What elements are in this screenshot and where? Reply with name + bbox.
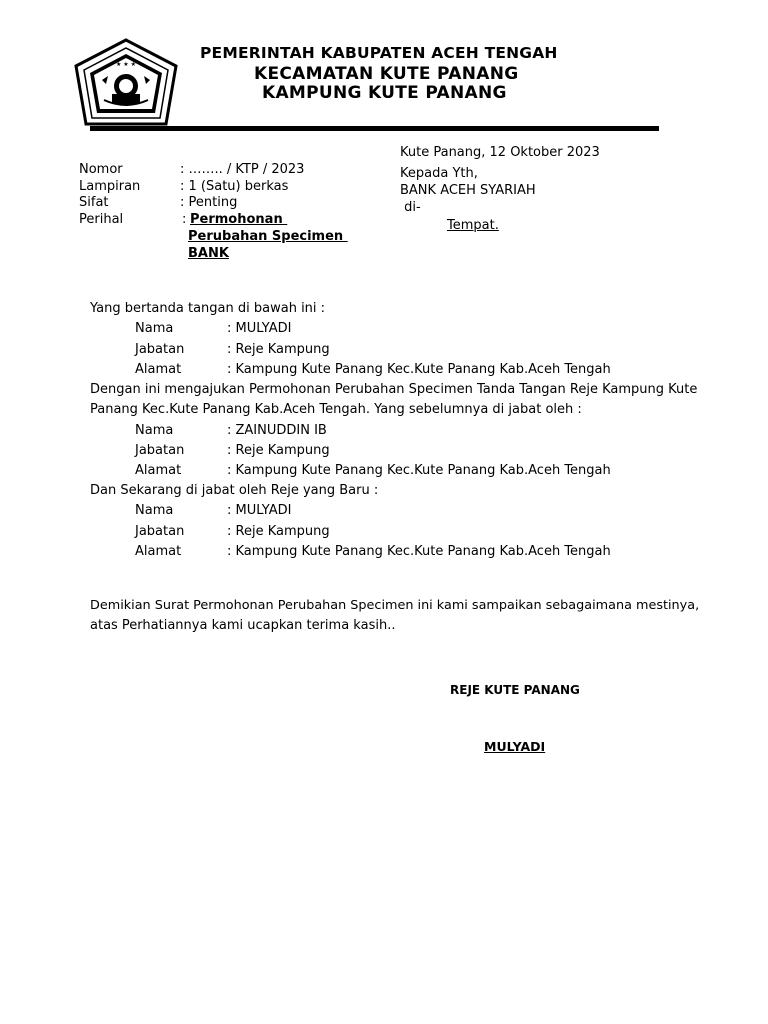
meta-perihal-line3: BANK (188, 246, 229, 261)
recipient-place: Tempat. (447, 218, 499, 233)
place-date: Kute Panang, 12 Oktober 2023 (400, 145, 600, 160)
previous-jabatan-value: : Reje Kampung (227, 443, 330, 458)
signer-alamat-label: Alamat (135, 362, 182, 377)
meta-perihal-line2: Perubahan Specimen (188, 229, 348, 244)
meta-lampiran-label: Lampiran (79, 179, 141, 194)
letterhead-line2: KECAMATAN KUTE PANANG (254, 64, 519, 84)
signature-title: REJE KUTE PANANG (450, 683, 580, 697)
meta-sifat-value: : Penting (180, 195, 238, 210)
letterhead-line3: KAMPUNG KUTE PANANG (262, 83, 507, 103)
current-nama-value: : MULYADI (227, 503, 292, 518)
current-nama-label: Nama (135, 503, 174, 518)
current-jabatan-value: : Reje Kampung (227, 524, 330, 539)
current-jabatan-label: Jabatan (135, 524, 185, 539)
signer-nama-label: Nama (135, 321, 174, 336)
meta-lampiran-value: : 1 (Satu) berkas (180, 179, 289, 194)
recipient-name: BANK ACEH SYARIAH (400, 183, 536, 198)
signature-name: MULYADI (484, 739, 546, 754)
recipient-greeting: Kepada Yth, (400, 166, 478, 181)
svg-text:★ ★ ★: ★ ★ ★ (116, 61, 136, 68)
current-alamat-label: Alamat (135, 544, 182, 559)
letterhead-line1: PEMERINTAH KABUPATEN ACEH TENGAH (200, 44, 558, 62)
previous-alamat-value: : Kampung Kute Panang Kec.Kute Panang Kab.Aceh Tengah (227, 463, 611, 478)
body-para2: Dan Sekarang di jabat oleh Reje yang Baru : (90, 483, 379, 498)
previous-nama-label: Nama (135, 423, 174, 438)
meta-perihal-colon: : (182, 212, 187, 227)
meta-sifat-label: Sifat (79, 195, 109, 210)
letterhead-divider (90, 126, 659, 131)
meta-perihal-line1: Permohonan (190, 212, 288, 227)
previous-jabatan-label: Jabatan (135, 443, 185, 458)
current-alamat-value: : Kampung Kute Panang Kec.Kute Panang Kab.Aceh Tengah (227, 544, 611, 559)
body-intro: Yang bertanda tangan di bawah ini : (90, 301, 326, 316)
body-para1-line1: Dengan ini mengajukan Permohonan Perubahan Specimen Tanda Tangan Reje Kampung Kute (90, 382, 698, 397)
closing-line2: atas Perhatiannya kami ucapkan terima kasih.. (90, 618, 396, 633)
recipient-di: di- (400, 200, 421, 215)
body-para1-line2: Panang Kec.Kute Panang Kab.Aceh Tengah. Yang sebelumnya di jabat oleh : (90, 402, 582, 417)
previous-alamat-label: Alamat (135, 463, 182, 478)
signer-jabatan-label: Jabatan (135, 342, 185, 357)
regency-emblem-logo (72, 36, 180, 132)
closing-line1: Demikian Surat Permohonan Perubahan Specimen ini kami sampaikan sebagaimana mestinya, (90, 598, 700, 613)
signer-alamat-value: : Kampung Kute Panang Kec.Kute Panang Kab.Aceh Tengah (227, 362, 611, 377)
meta-nomor-value: : …….. / KTP / 2023 (180, 162, 305, 177)
meta-perihal-label: Perihal (79, 212, 124, 227)
signer-jabatan-value: : Reje Kampung (227, 342, 330, 357)
meta-nomor-label: Nomor (79, 162, 123, 177)
signer-nama-value: : MULYADI (227, 321, 292, 336)
previous-nama-value: : ZAINUDDIN IB (227, 423, 327, 438)
